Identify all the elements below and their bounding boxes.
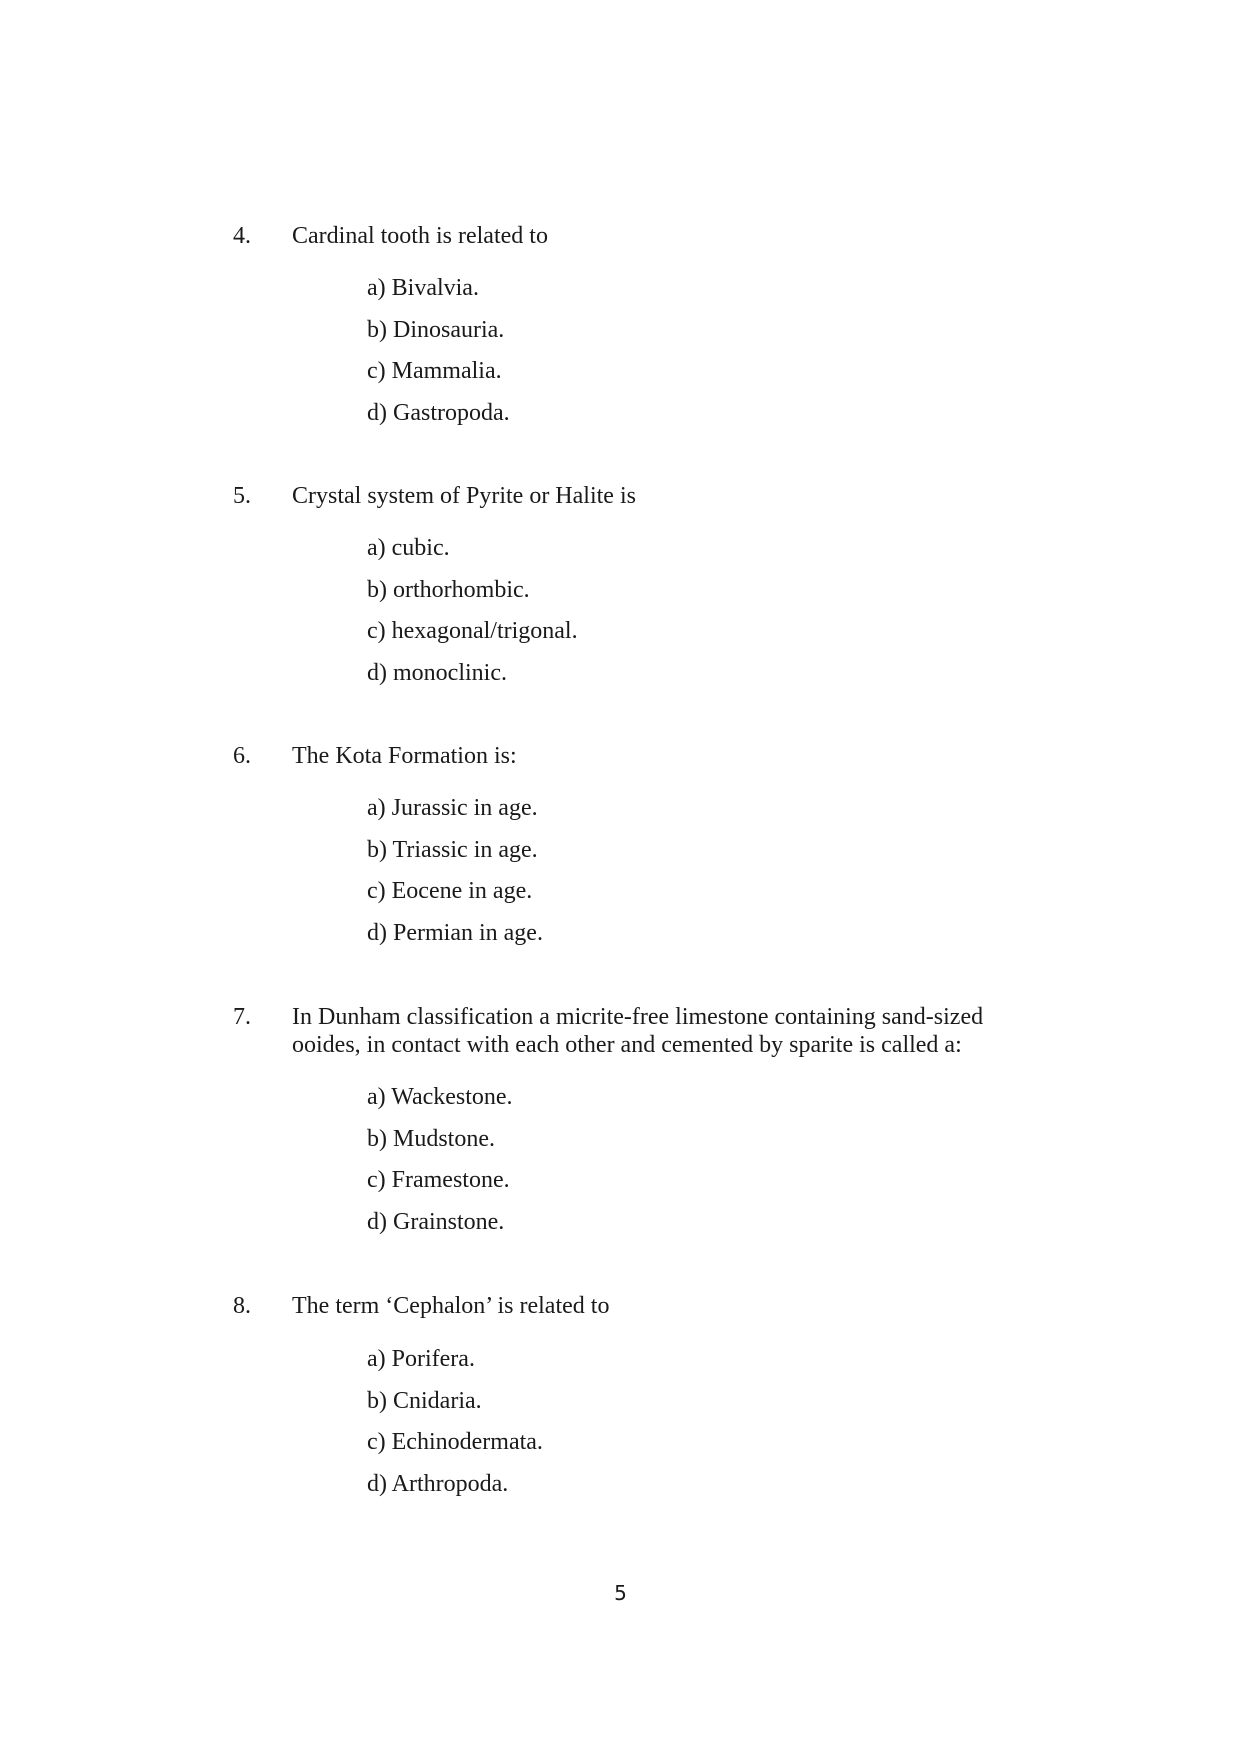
question-text: The Kota Formation is: xyxy=(292,743,517,769)
option-d: d) Grainstone. xyxy=(367,1208,505,1235)
option-c: c) hexagonal/trigonal. xyxy=(367,618,578,644)
option-c: c) Eocene in age. xyxy=(367,878,533,904)
option-a: a) Porifera. xyxy=(367,1346,475,1372)
option-a: a) cubic. xyxy=(367,535,450,561)
option-c: c) Echinodermata. xyxy=(367,1429,543,1455)
option-a: a) Bivalvia. xyxy=(367,275,479,301)
option-d: d) Permian in age. xyxy=(367,919,543,946)
option-a: a) Jurassic in age. xyxy=(367,795,538,821)
option-d: d) Arthropoda. xyxy=(367,1470,509,1497)
option-b: b) Triassic in age. xyxy=(367,836,538,863)
option-b: b) Cnidaria. xyxy=(367,1387,482,1414)
question-text: Cardinal tooth is related to xyxy=(292,223,548,249)
option-d: d) monoclinic. xyxy=(367,659,507,686)
page-number: 5 xyxy=(614,1581,627,1605)
question-number: 7. xyxy=(233,1004,251,1030)
option-b: b) Dinosauria. xyxy=(367,316,505,343)
question-number: 5. xyxy=(233,483,251,509)
option-list xyxy=(367,534,578,700)
option-c: c) Mammalia. xyxy=(367,358,502,384)
question-number: 4. xyxy=(233,223,251,249)
question-number: 6. xyxy=(233,743,251,769)
option-b: b) orthorhombic. xyxy=(367,576,530,603)
question-text: The term ‘Cephalon’ is related to xyxy=(292,1293,610,1319)
option-d: d) Gastropoda. xyxy=(367,399,510,426)
option-a: a) Wackestone. xyxy=(367,1084,513,1110)
question-text: In Dunham classification a micrite-free limestone containing sand-sized ooides, in contact with each other and cemented by sparite is called a: xyxy=(292,1004,984,1058)
option-list xyxy=(367,274,510,440)
option-c: c) Framestone. xyxy=(367,1167,510,1193)
option-list xyxy=(367,794,543,960)
question-text: Crystal system of Pyrite or Halite is xyxy=(292,483,636,509)
question-number: 8. xyxy=(233,1293,251,1319)
option-list xyxy=(367,1345,543,1511)
option-list xyxy=(367,1083,513,1249)
option-b: b) Mudstone. xyxy=(367,1125,495,1152)
